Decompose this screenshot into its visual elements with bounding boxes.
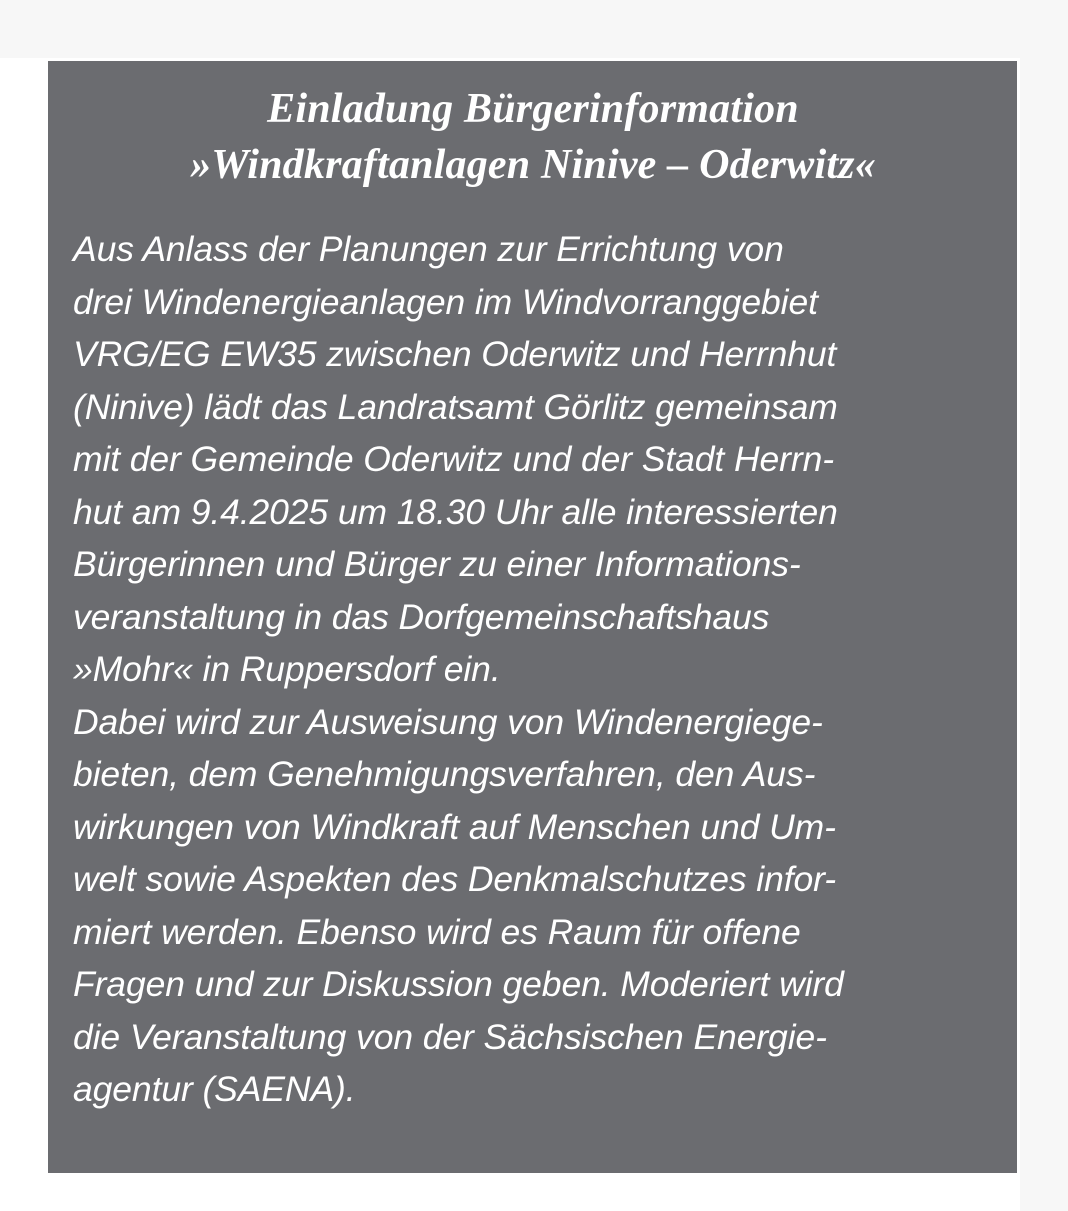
notice-box	[48, 61, 1017, 1173]
body-line: welt sowie Aspekten des Denkmalschutzes infor-	[73, 859, 836, 899]
body-line: agentur (SAENA).	[73, 1069, 356, 1109]
notice-title	[73, 81, 993, 193]
top-margin-band	[0, 0, 1068, 58]
body-line: hut am 9.4.2025 um 18.30 Uhr alle interessierten	[73, 491, 838, 532]
right-margin-strip	[1020, 58, 1068, 1211]
body-line: miert werden. Ebenso wird es Raum für offene	[73, 911, 801, 952]
body-line: VRG/EG EW35 zwischen Oderwitz und Herrnhut	[73, 334, 837, 374]
body-line: wirkungen von Windkraft auf Menschen und Um-	[73, 806, 836, 847]
notice-title-line-2: »Windkraftanlagen Ninive – Oderwitz«	[190, 142, 876, 188]
notice-body	[73, 223, 993, 1116]
body-line: drei Windenergieanlagen im Windvorranggebiet	[73, 281, 818, 322]
body-line: Dabei wird zur Ausweisung von Windenergiege-	[73, 701, 823, 742]
body-line: (Ninive) lädt das Landratsamt Görlitz gemeinsam	[73, 386, 838, 427]
body-line: »Mohr« in Ruppersdorf ein.	[73, 649, 501, 689]
body-line: bieten, dem Genehmigungsverfahren, den Aus-	[73, 754, 816, 794]
body-line: veranstaltung in das Dorfgemeinschaftshaus	[73, 596, 770, 637]
notice-title-line-1: Einladung Bürgerinformation	[267, 86, 799, 132]
body-line: Fragen und zur Diskussion geben. Moderiert wird	[73, 964, 844, 1004]
body-line: Aus Anlass der Planungen zur Errichtung von	[73, 229, 784, 269]
body-line: Bürgerinnen und Bürger zu einer Informations-	[73, 544, 801, 584]
body-line: die Veranstaltung von der Sächsischen Energie-	[73, 1016, 827, 1057]
body-line: mit der Gemeinde Oderwitz und der Stadt Herrn-	[73, 439, 834, 479]
